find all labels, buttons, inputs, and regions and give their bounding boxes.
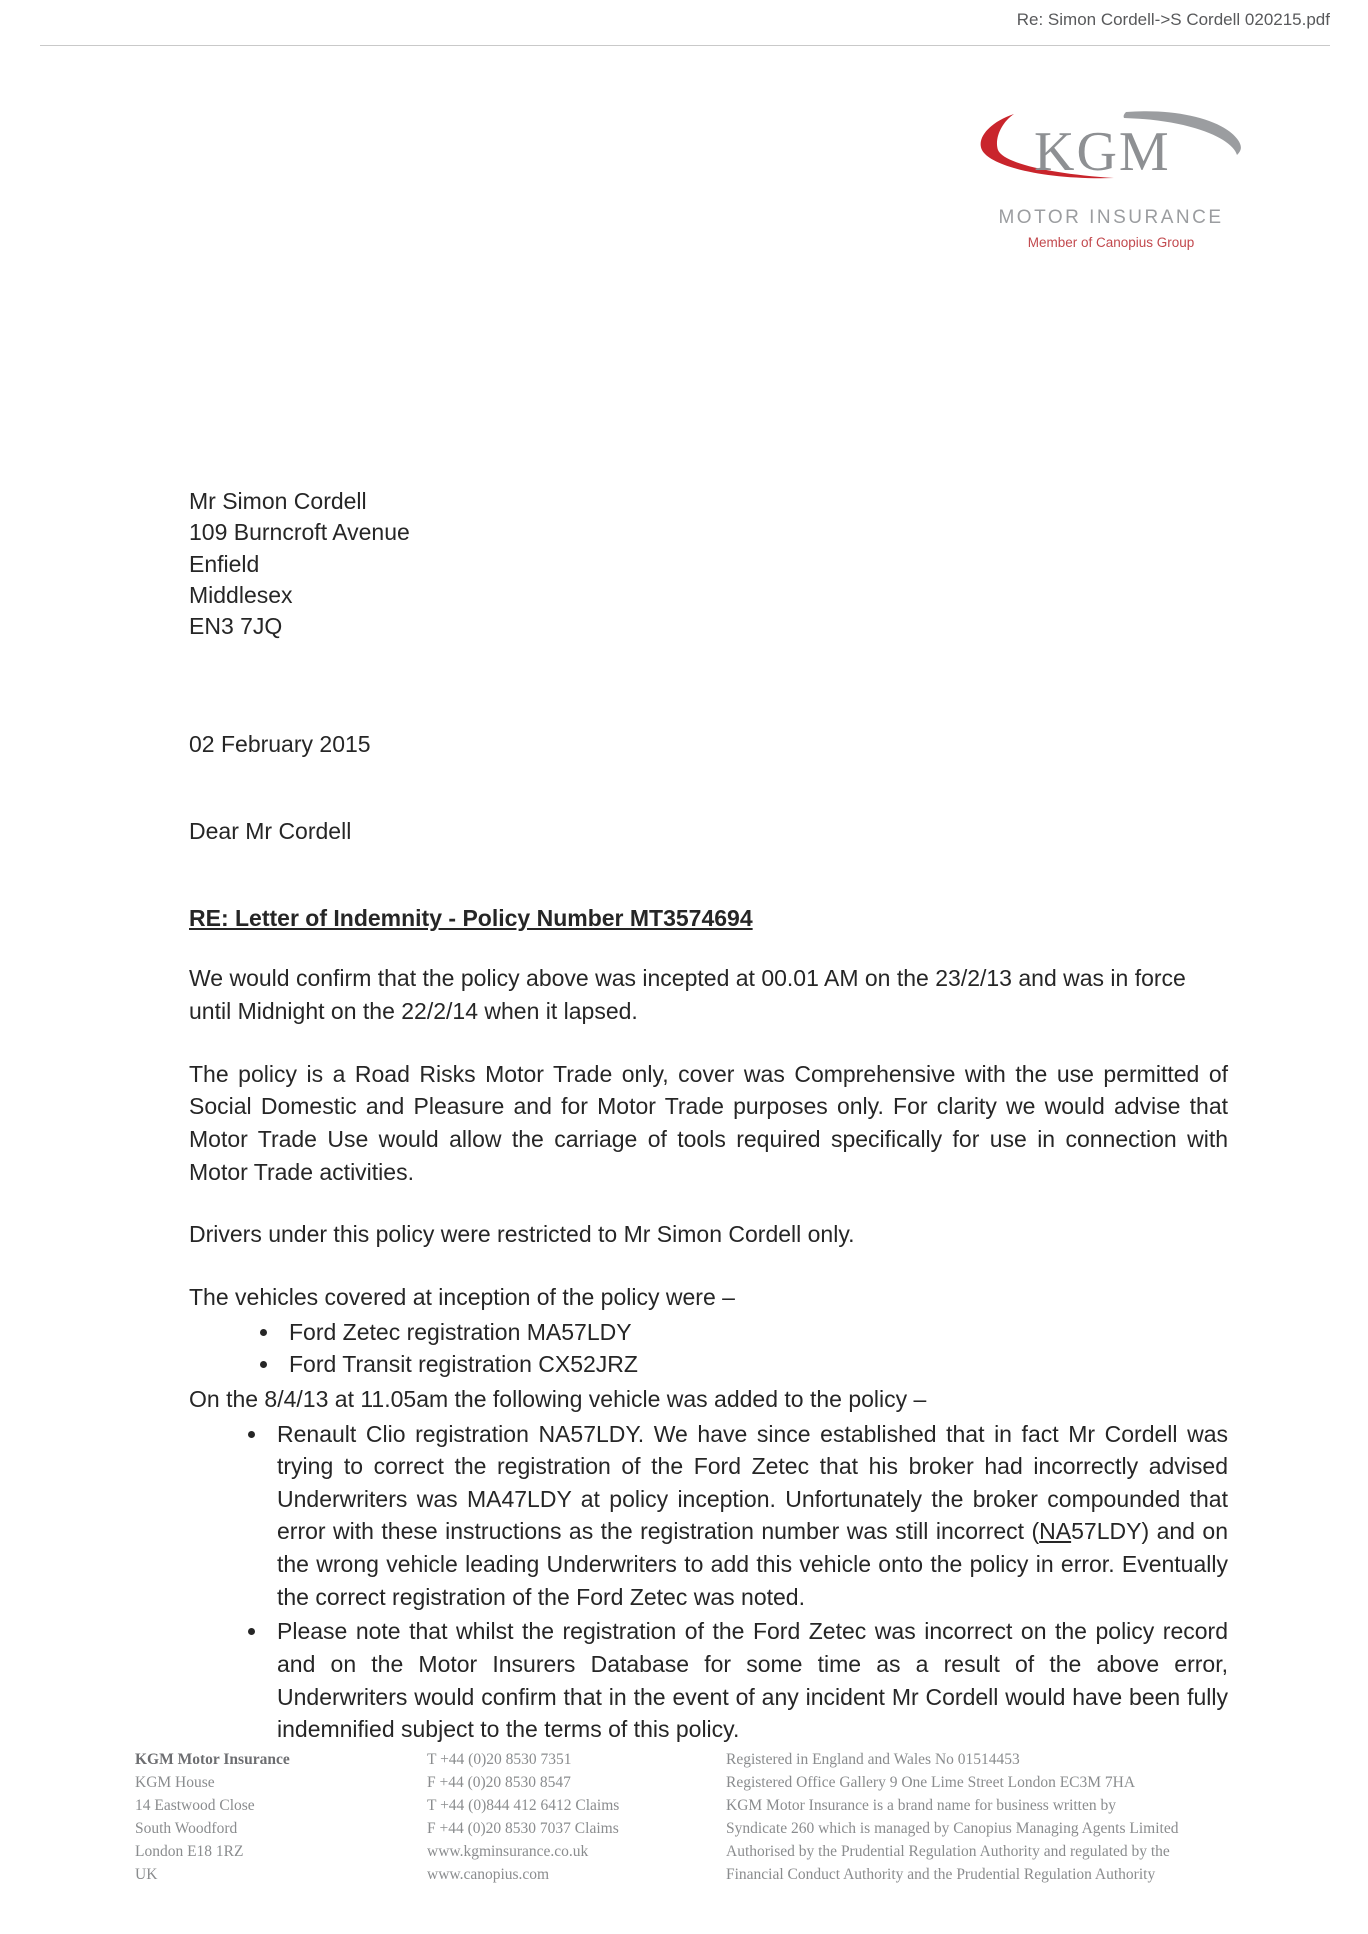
subject-line: RE: Letter of Indemnity - Policy Number MT3574694 <box>189 904 753 931</box>
address-line: Enfield <box>189 550 260 577</box>
footer-claims-fax: F +44 (0)20 8530 7037 Claims <box>427 1820 619 1837</box>
letter-date: 02 February 2015 <box>189 731 371 758</box>
footer-website: www.canopius.com <box>427 1866 550 1883</box>
paragraph-vehicles-intro: The vehicles covered at inception of the policy were – <box>189 1283 735 1310</box>
footer-address-line: KGM House <box>135 1774 215 1791</box>
salutation: Dear Mr Cordell <box>189 817 352 844</box>
footer-website: www.kgminsurance.co.uk <box>427 1843 589 1860</box>
bullet-text-underlined: NA <box>1039 1518 1072 1545</box>
footer-legal-line: Authorised by the Prudential Regulation Authority and regulated by the <box>726 1843 1170 1860</box>
footer-legal-line: Syndicate 260 which is managed by Canopius Managing Agents Limited <box>726 1820 1179 1837</box>
paragraph-added-vehicle-intro: On the 8/4/13 at 11.05am the following vehicle was added to the policy – <box>189 1385 927 1412</box>
letter-footer <box>135 1748 1338 1886</box>
added-vehicle-item <box>269 1418 1228 1614</box>
logo-text: KGM <box>1034 121 1171 183</box>
logo-subtitle: MOTOR INSURANCE <box>998 207 1224 228</box>
vehicle-list <box>189 1316 1228 1381</box>
footer-legal <box>726 1748 1338 1886</box>
footer-fax: F +44 (0)20 8530 8547 <box>427 1774 571 1791</box>
logo-tagline: Member of Canopius Group <box>1027 235 1195 250</box>
recipient-address <box>189 486 1228 642</box>
address-line: 109 Burncroft Avenue <box>189 519 410 546</box>
address-line: Middlesex <box>189 581 293 608</box>
footer-contact <box>427 1748 726 1886</box>
vehicle-item: • Ford Transit registration CX52JRZ <box>281 1348 1228 1381</box>
recipient-name: Mr Simon Cordell <box>189 488 367 514</box>
paragraph-policy-type: The policy is a Road Risks Motor Trade only, cover was Comprehensive with the use permitted of Social Domestic and Pleasure and for Motor Trade purposes only. For clarity we would advise that Motor Trade Use would allow the carriage of tools required specifically for use in connection with Motor Trade activities. <box>189 1060 1228 1185</box>
footer-company-name: KGM Motor Insurance <box>135 1751 290 1768</box>
vehicle-item: • Ford Zetec registration MA57LDY <box>281 1316 1228 1349</box>
indemnity-note-item: • Please note that whilst the registration of the Ford Zetec was incorrect on the policy record and on the Motor Insurers Database for some time as a result of the above error, Underwriters would confirm that in the event of any incident Mr Cordell would have been fully indemnified subject to the terms of this policy. <box>269 1615 1228 1746</box>
footer-address <box>135 1748 427 1886</box>
footer-phone: T +44 (0)20 8530 7351 <box>427 1751 572 1768</box>
letter-body <box>189 0 1228 1748</box>
footer-legal-line: KGM Motor Insurance is a brand name for business written by <box>726 1797 1116 1814</box>
footer-legal-line: Financial Conduct Authority and the Prudential Regulation Authority <box>726 1866 1156 1883</box>
footer-address-line: London E18 1RZ <box>135 1843 244 1860</box>
bullet-text-pre: Renault Clio registration NA57LDY. We have since established that in fact Mr Cordell was trying to correct the registration of the Ford Zetec that his broker had incorrectly advised Underwriters was MA47LDY at policy inception. Unfortunately the broker compounded that error with these instructions as the registration number was still incorrect ( <box>277 1420 1228 1545</box>
footer-claims-phone: T +44 (0)844 412 6412 Claims <box>427 1797 620 1814</box>
pdf-filename: Re: Simon Cordell->S Cordell 020215.pdf <box>40 0 1330 46</box>
footer-legal-line: Registered in England and Wales No 01514453 <box>726 1751 1020 1768</box>
footer-legal-line: Registered Office Gallery 9 One Lime Street London EC3M 7HA <box>726 1774 1136 1791</box>
footer-address-line: South Woodford <box>135 1820 238 1837</box>
footer-address-line: UK <box>135 1866 158 1883</box>
address-postcode: EN3 7JQ <box>189 613 283 640</box>
footer-address-line: 14 Eastwood Close <box>135 1797 255 1814</box>
paragraph-inception: We would confirm that the policy above was incepted at 00.01 AM on the 23/2/13 and was in force until Midnight on the 22/2/14 when it lapsed. <box>189 965 1186 1024</box>
paragraph-drivers: Drivers under this policy were restricted to Mr Simon Cordell only. <box>189 1221 855 1248</box>
bullet-text-post: 57LDY) and on the wrong vehicle leading Underwriters to add this vehicle onto the policy in error. Eventually the correct registration of the Ford Zetec was noted. <box>277 1518 1228 1610</box>
added-vehicle-list <box>189 1418 1228 1747</box>
